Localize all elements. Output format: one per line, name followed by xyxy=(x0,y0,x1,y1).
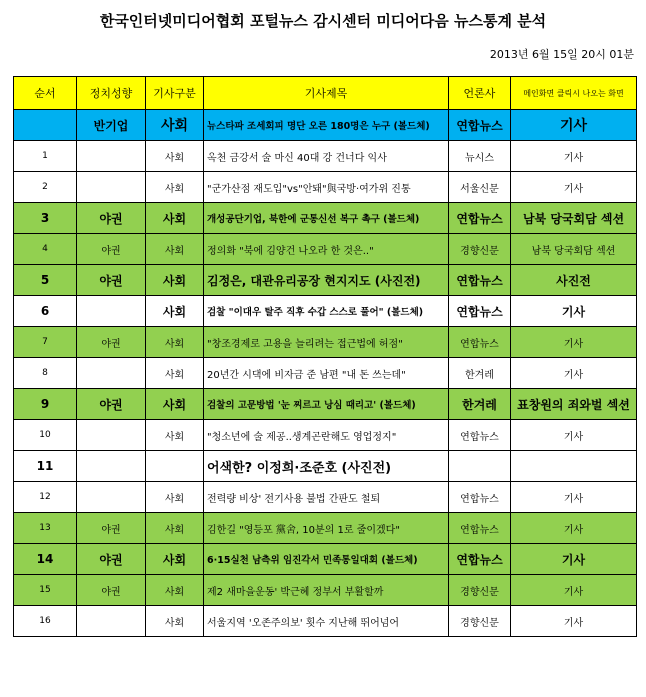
cell-order: 9 xyxy=(14,389,77,420)
cell-headline[interactable]: 서울지역 '오존주의보' 횟수 지난해 뛰어넘어 xyxy=(204,606,449,637)
cell-headline[interactable]: 검찰 "이대우 탈주 직후 수갑 스스로 풀어" (볼드체) xyxy=(204,296,449,327)
cell-political xyxy=(77,358,146,389)
cell-category: 사회 xyxy=(146,513,204,544)
cell-press: 경향신문 xyxy=(449,606,511,637)
cell-screen: 기사 xyxy=(511,172,637,203)
cell-category: 사회 xyxy=(146,265,204,296)
cell-political xyxy=(77,172,146,203)
cell-political xyxy=(77,296,146,327)
cell-category: 사회 xyxy=(146,606,204,637)
cell-screen: 기사 xyxy=(511,110,637,141)
cell-political xyxy=(77,451,146,482)
cell-category: 사회 xyxy=(146,172,204,203)
cell-press: 한겨레 xyxy=(449,358,511,389)
table-row xyxy=(14,141,637,172)
cell-category: 사회 xyxy=(146,389,204,420)
cell-headline[interactable]: 20년간 시댁에 비자금 준 남편 "내 돈 쓰는데" xyxy=(204,358,449,389)
cell-press: 경향신문 xyxy=(449,234,511,265)
cell-order: 2 xyxy=(14,172,77,203)
cell-press: 연합뉴스 xyxy=(449,544,511,575)
cell-headline[interactable]: 어색한? 이정희·조준호 (사진전) xyxy=(204,451,449,482)
news-stats-table xyxy=(13,76,637,637)
cell-headline[interactable]: 정의화 "북에 김양건 나오라 한 것은.." xyxy=(204,234,449,265)
cell-screen: 기사 xyxy=(511,575,637,606)
cell-category: 사회 xyxy=(146,234,204,265)
table-row xyxy=(14,234,637,265)
cell-press: 연합뉴스 xyxy=(449,513,511,544)
cell-category: 사회 xyxy=(146,141,204,172)
cell-political: 야권 xyxy=(77,327,146,358)
cell-political: 야권 xyxy=(77,203,146,234)
table-row xyxy=(14,451,637,482)
cell-press: 경향신문 xyxy=(449,575,511,606)
cell-headline[interactable]: 김정은, 대관유리공장 현지지도 (사진전) xyxy=(204,265,449,296)
cell-category: 사회 xyxy=(146,296,204,327)
cell-order xyxy=(14,110,77,141)
cell-screen: 기사 xyxy=(511,327,637,358)
cell-press: 연합뉴스 xyxy=(449,420,511,451)
table-row xyxy=(14,513,637,544)
cell-press: 연합뉴스 xyxy=(449,110,511,141)
table-row xyxy=(14,265,637,296)
cell-screen: 기사 xyxy=(511,141,637,172)
header-headline: 기사제목 xyxy=(204,77,449,110)
table-header-row xyxy=(14,77,637,110)
cell-political xyxy=(77,482,146,513)
table-row xyxy=(14,172,637,203)
cell-political: 야권 xyxy=(77,389,146,420)
cell-screen xyxy=(511,451,637,482)
cell-political xyxy=(77,141,146,172)
cell-headline[interactable]: 개성공단기업, 북한에 군통신선 복구 촉구 (볼드체) xyxy=(204,203,449,234)
cell-order: 1 xyxy=(14,141,77,172)
cell-category: 사회 xyxy=(146,482,204,513)
table-row xyxy=(14,575,637,606)
cell-political: 야권 xyxy=(77,575,146,606)
header-press: 언론사 xyxy=(449,77,511,110)
cell-screen: 기사 xyxy=(511,482,637,513)
cell-category: 사회 xyxy=(146,420,204,451)
cell-headline[interactable]: 검찰의 고문방법 '눈 찌르고 낭심 때리고' (볼드체) xyxy=(204,389,449,420)
cell-headline[interactable]: 김한길 "영등포 黨舍, 10분의 1로 줄이겠다" xyxy=(204,513,449,544)
table-row xyxy=(14,544,637,575)
cell-screen: 사진전 xyxy=(511,265,637,296)
cell-category: 사회 xyxy=(146,110,204,141)
table-row xyxy=(14,420,637,451)
cell-order: 4 xyxy=(14,234,77,265)
table-row xyxy=(14,606,637,637)
cell-order: 13 xyxy=(14,513,77,544)
cell-political: 반기업 xyxy=(77,110,146,141)
cell-political xyxy=(77,606,146,637)
cell-headline[interactable]: 제2 새마을운동' 박근혜 정부서 부활할까 xyxy=(204,575,449,606)
cell-press: 연합뉴스 xyxy=(449,203,511,234)
table-row xyxy=(14,482,637,513)
header-order: 순서 xyxy=(14,77,77,110)
cell-press: 연합뉴스 xyxy=(449,265,511,296)
cell-screen: 남북 당국회담 섹션 xyxy=(511,203,637,234)
cell-category: 사회 xyxy=(146,327,204,358)
header-screen: 메인화면 클릭시 나오는 화면 xyxy=(511,77,637,110)
cell-press: 서울신문 xyxy=(449,172,511,203)
table-row xyxy=(14,358,637,389)
cell-press xyxy=(449,451,511,482)
cell-press: 연합뉴스 xyxy=(449,482,511,513)
cell-press: 연합뉴스 xyxy=(449,327,511,358)
cell-order: 14 xyxy=(14,544,77,575)
cell-category: 사회 xyxy=(146,358,204,389)
cell-order: 5 xyxy=(14,265,77,296)
cell-order: 10 xyxy=(14,420,77,451)
cell-screen: 기사 xyxy=(511,420,637,451)
cell-category: 사회 xyxy=(146,203,204,234)
table-row xyxy=(14,389,637,420)
cell-screen: 남북 당국회담 섹션 xyxy=(511,234,637,265)
table-row xyxy=(14,296,637,327)
cell-order: 12 xyxy=(14,482,77,513)
cell-screen: 기사 xyxy=(511,358,637,389)
cell-category: 사회 xyxy=(146,544,204,575)
cell-order: 16 xyxy=(14,606,77,637)
cell-headline[interactable]: 뉴스타파 조세회피 명단 오른 180명은 누구 (볼드체) xyxy=(204,110,449,141)
cell-political: 야권 xyxy=(77,234,146,265)
cell-screen: 기사 xyxy=(511,606,637,637)
cell-screen: 기사 xyxy=(511,544,637,575)
header-political: 정치성향 xyxy=(77,77,146,110)
table-row xyxy=(14,203,637,234)
cell-press: 한겨레 xyxy=(449,389,511,420)
cell-order: 3 xyxy=(14,203,77,234)
cell-screen: 표창원의 죄와벌 섹션 xyxy=(511,389,637,420)
table-row xyxy=(14,327,637,358)
cell-headline[interactable]: 6·15실천 남측위 임진각서 민족통일대회 (볼드체) xyxy=(204,544,449,575)
cell-headline[interactable]: "청소년에 술 제공..생계곤란해도 영업정지" xyxy=(204,420,449,451)
cell-order: 8 xyxy=(14,358,77,389)
cell-headline[interactable]: "창조경제로 고용을 늘리려는 접근법에 허점" xyxy=(204,327,449,358)
timestamp: 2013년 6월 15일 20시 01분 xyxy=(489,48,634,61)
header-category: 기사구분 xyxy=(146,77,204,110)
cell-political xyxy=(77,420,146,451)
cell-screen: 기사 xyxy=(511,513,637,544)
cell-screen: 기사 xyxy=(511,296,637,327)
cell-headline[interactable]: 전력량 비상' 전기사용 불법 간판도 철퇴 xyxy=(204,482,449,513)
cell-press: 연합뉴스 xyxy=(449,296,511,327)
cell-category: 사회 xyxy=(146,575,204,606)
cell-political: 야권 xyxy=(77,513,146,544)
cell-order: 11 xyxy=(14,451,77,482)
page-title: 한국인터넷미디어협회 포털뉴스 감시센터 미디어다음 뉴스통계 분석 xyxy=(99,12,547,30)
cell-press: 뉴시스 xyxy=(449,141,511,172)
cell-order: 6 xyxy=(14,296,77,327)
cell-order: 15 xyxy=(14,575,77,606)
cell-order: 7 xyxy=(14,327,77,358)
cell-political: 야권 xyxy=(77,265,146,296)
cell-headline[interactable]: "군가산점 재도입"vs"안돼"與국방·여가위 진통 xyxy=(204,172,449,203)
cell-headline[interactable]: 옥천 금강서 술 마신 40대 강 건너다 익사 xyxy=(204,141,449,172)
cell-category xyxy=(146,451,204,482)
table-row xyxy=(14,110,637,141)
cell-political: 야권 xyxy=(77,544,146,575)
